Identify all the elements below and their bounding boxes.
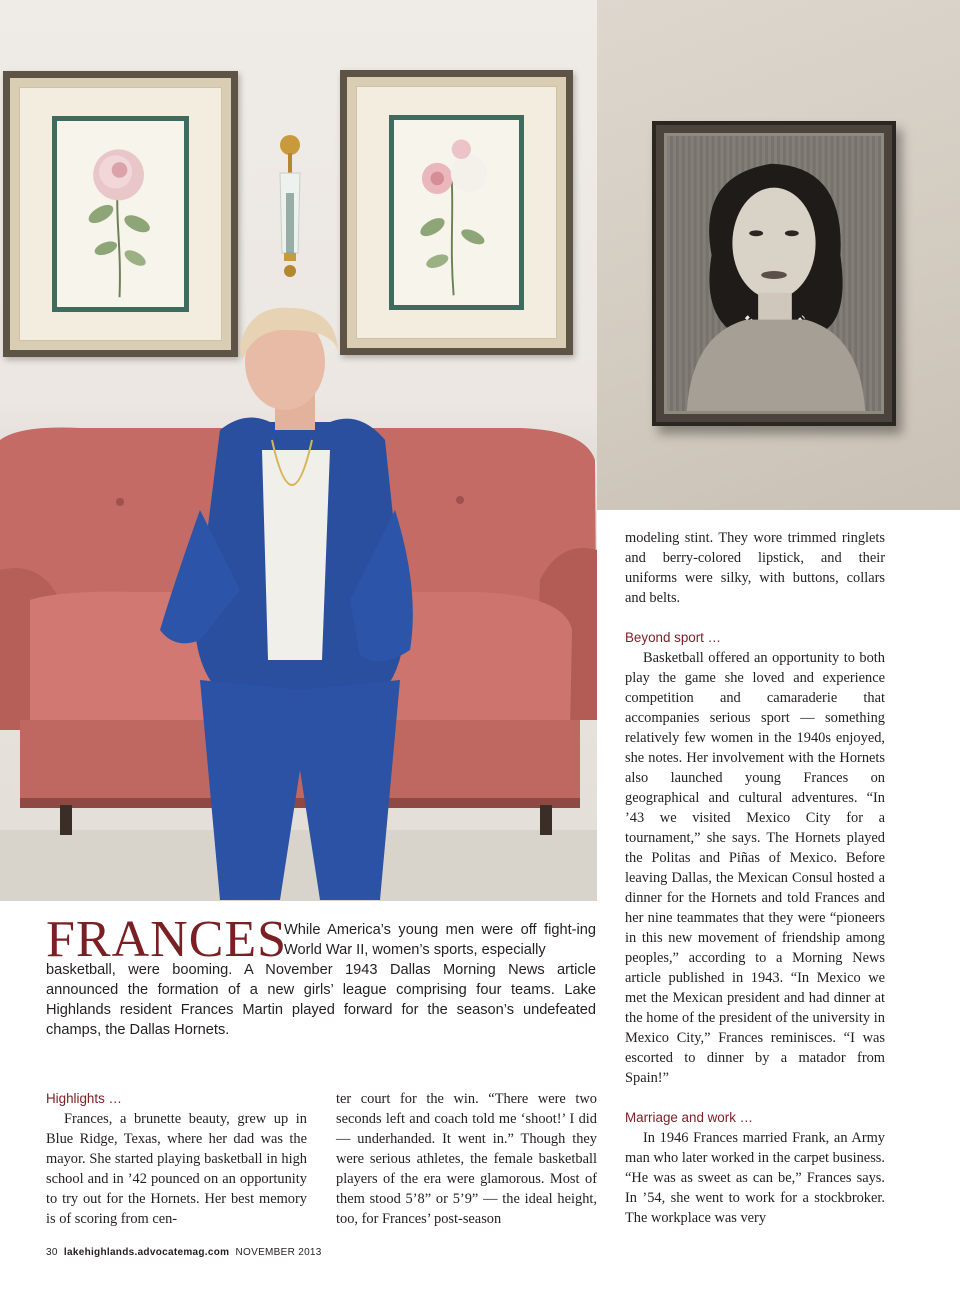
highlights-paragraph-2: ter court for the win. “There were two seconds left and coach told me ‘shoot!’ I did — underhanded. It went in.” Though they were serious athletes, the female basketball players of the era were glamorous. Most of them stood 5’8” or 5’9” — the ideal height, too, for Frances’ post-season	[336, 1091, 597, 1227]
page-number: 30	[46, 1247, 58, 1258]
wall-sconce	[276, 133, 304, 283]
deck-first-line: While America’s young men were off fight-ing World War II, women’s sports, especially	[284, 922, 596, 958]
column-3-beyond	[625, 628, 885, 1088]
article-deck	[46, 921, 596, 1040]
highlights-paragraph-3: modeling stint. They wore trimmed ringlets and berry-colored lipstick, and their uniforms were silky, with buttons, collars and belts.	[625, 530, 885, 606]
marriage-heading: Marriage and work …	[625, 1110, 754, 1125]
main-photo	[0, 0, 597, 901]
sofa-and-subject	[0, 300, 597, 901]
footer-issue: NOVEMBER 2013	[235, 1247, 322, 1258]
column-2	[336, 1089, 597, 1229]
highlights-paragraph-1: Frances, a brunette beauty, grew up in Blue Ridge, Texas, where her dad was the mayor. She started playing basketball in high school and in ’42 pounced on an opportunity to try out for the Hornets. Her best memory is of scoring from cen-	[46, 1111, 307, 1227]
column-3-top	[625, 528, 885, 608]
deck-body: basketball, were booming. A November 1943 Dallas Morning News article announced the formation of a new girls’ league comprising four teams. Lake Highlands resident Frances Martin played forward for the season’s undefeated champs, the Dallas Hornets.	[46, 961, 596, 1038]
beyond-sport-paragraph: Basketball offered an opportunity to both play the game she loved and experience competition and camaraderie that accompanies serious sport — something relatively few women in the 1940s enjoyed, she notes. Her involvement with the Hornets also launched young Frances on geographical and cultural adventures. “In ’43 we visited Mexico City for a tournament,” she says. The Hornets played the Politas and Piñas of Mexico. Before leaving Dallas, the Mexican Consul hosted a dinner for the Hornets and told Frances and her nine teammates that they were “pioneers in this new movement of friendship among peoples,” according to a Morning News article published in 1943. “In Mexico we met the Mexican president and had dinner at the home of the president of the university in Mexico City,” Frances reminisces. “I was escorted to dinner by a matador from Spain!”	[625, 650, 885, 1086]
column-3-marriage	[625, 1108, 885, 1228]
article-headline: FRANCES	[46, 911, 288, 968]
column-1	[46, 1089, 307, 1229]
highlights-heading: Highlights …	[46, 1091, 122, 1106]
footer-site: lakehighlands.advocatemag.com	[63, 1247, 230, 1258]
marriage-paragraph: In 1946 Frances married Frank, an Army man who later worked in the carpet business. “He was as sweet as can be,” Frances says. In ’54, she went to work for a stockbroker. The workplace was very	[625, 1130, 885, 1226]
beyond-sport-heading: Beyond sport …	[625, 630, 722, 645]
page-footer	[46, 1247, 322, 1258]
picture-frame	[652, 121, 896, 426]
vintage-portrait-photo	[597, 0, 960, 510]
